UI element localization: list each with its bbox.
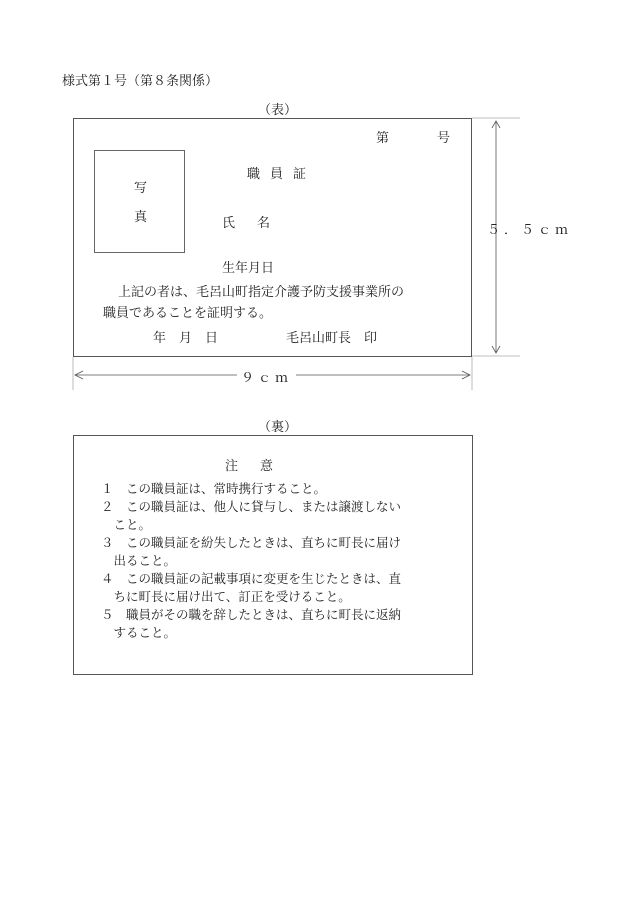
form-title: 様式第１号（第８条関係）	[62, 74, 219, 89]
issuer-seal-label: 毛呂山町長 印	[286, 331, 378, 346]
notice-line: すること。	[101, 625, 177, 640]
notice-line: １ この職員証は、常時携行すること。	[101, 481, 327, 496]
back-side-label: （裏）	[258, 420, 298, 435]
certification-text-line1: 上記の者は、毛呂山町指定介護予防支援事業所の	[118, 285, 405, 300]
notice-line: ４ この職員証の記載事項に変更を生じたときは、直	[101, 571, 402, 586]
card-title: 職員証	[247, 167, 317, 182]
front-side-label: （表）	[258, 103, 298, 118]
photo-label-line1: 写	[134, 181, 148, 196]
width-dimension-label: ９ｃｍ	[237, 367, 296, 386]
notice-line: ５ 職員がその職を辞したときは、直ちに町長に返納	[101, 607, 402, 622]
photo-label-line2: 真	[134, 210, 148, 225]
name-label: 氏名	[222, 216, 293, 231]
notice-title: 注意	[225, 459, 296, 474]
notice-line: ３ この職員証を紛失したときは、直ちに町長に届け	[101, 535, 402, 550]
height-dimension-label: ５．５ｃｍ	[487, 223, 573, 238]
notice-line: ちに町長に届け出て、訂正を受けること。	[101, 589, 351, 604]
notice-line: こと。	[101, 517, 152, 532]
notice-line: ２ この職員証は、他人に貸与し、または譲渡しない	[101, 499, 402, 514]
birthdate-label: 生年月日	[222, 261, 275, 276]
certification-text-line2: 職員であることを証明する。	[103, 306, 273, 321]
number-prefix: 第	[376, 131, 390, 146]
number-suffix: 号	[437, 131, 451, 146]
notice-line: 出ること。	[101, 553, 177, 568]
issue-date-label: 年 月 日	[153, 331, 219, 346]
